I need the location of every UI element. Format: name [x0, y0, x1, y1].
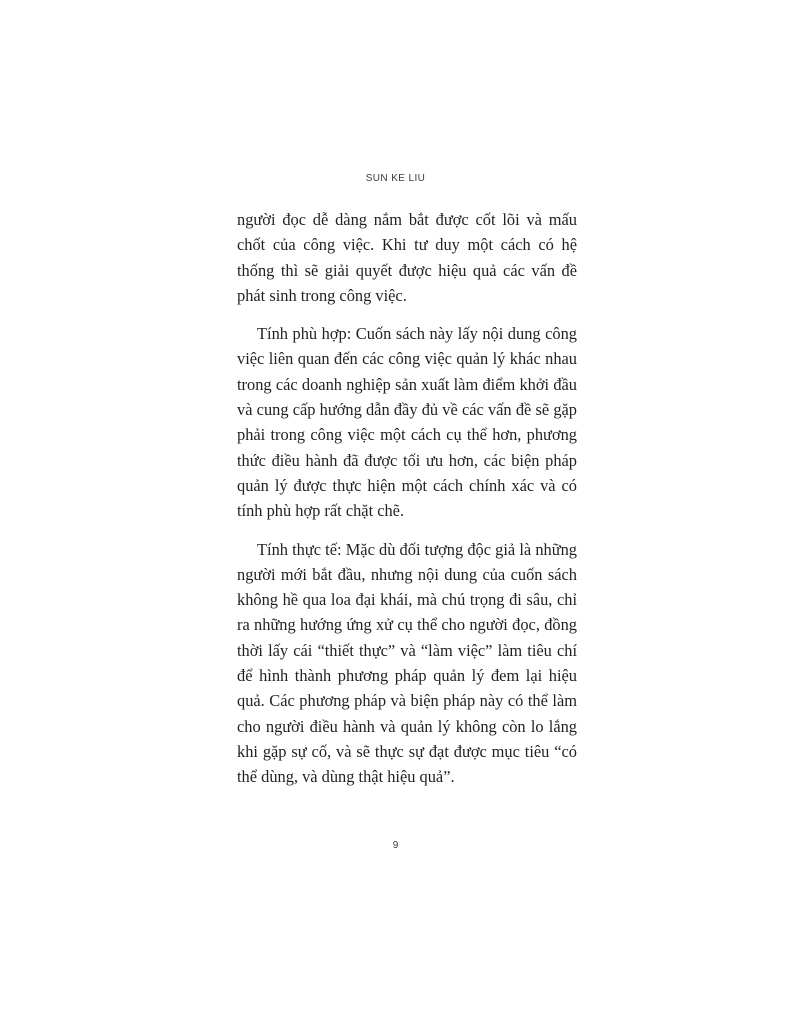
paragraph-suitability: Tính phù hợp: Cuốn sách này lấy nội dung công việc liên quan đến các công việc quản lý khác nhau trong các doanh nghiệp sản xuất làm điểm khởi đầu và cung cấp hướng dẫn đầy đủ về các vấn đề sẽ gặp phải trong công việc một cách cụ thể hơn, phương thức điều hành đã được tối ưu hơn, các biện pháp quản lý được thực hiện một cách chính xác và có tính phù hợp rất chặt chẽ. — [237, 324, 577, 521]
paragraph-practicality: Tính thực tế: Mặc dù đối tượng độc giả là những người mới bắt đầu, nhưng nội dung của cuốn sách không hề qua loa đại khái, mà chú trọng đi sâu, chỉ ra những hướng ứng xử cụ thể cho người đọc, đồng thời lấy cái “thiết thực” và “làm việc” làm tiêu chí để hình thành phương pháp quản lý đem lại hiệu quả. Các phương pháp và biện pháp này có thể làm cho người điều hành và quản lý không còn lo lắng khi gặp sự cố, và sẽ thực sự đạt được mục tiêu “có thể dùng, và dùng thật hiệu quả”. — [237, 539, 577, 787]
body-text — [237, 207, 577, 790]
paragraph-continuation: người đọc dễ dàng nắm bắt được cốt lõi và mấu chốt của công việc. Khi tư duy một cách có hệ thống thì sẽ giải quyết được hiệu quả các vấn đề phát sinh trong công việc. — [237, 210, 577, 305]
running-header: SUN KE LIU — [365, 173, 426, 184]
page-number: 9 — [392, 840, 399, 851]
